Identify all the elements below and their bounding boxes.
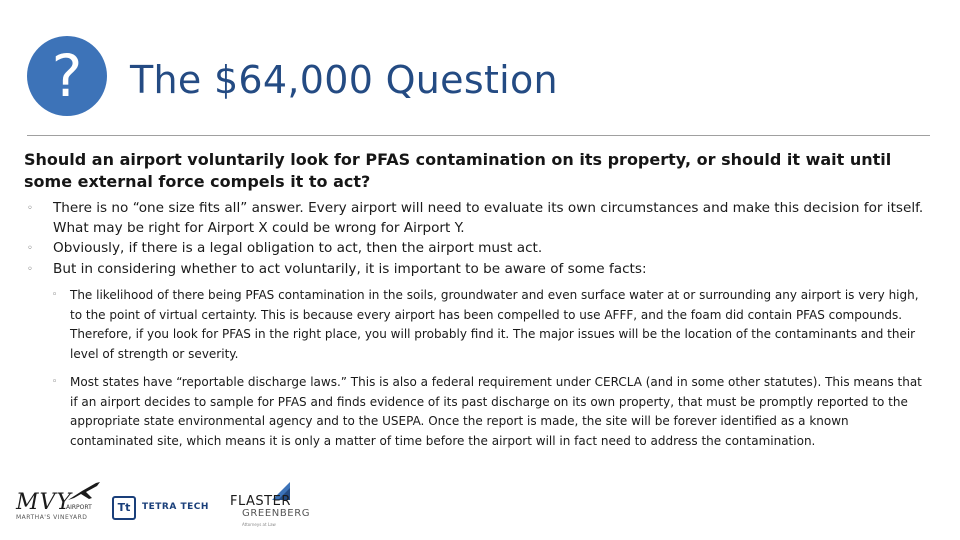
greenberg-wordmark: GREENBERG — [242, 508, 311, 519]
title-divider — [27, 135, 930, 136]
sub-bullet-text: The likelihood of there being PFAS contamination in the soils, groundwater and even surface water at or surrounding any airport is very high, to the point of virtual certainty. This is because every airport has been compelled to use AFFF, and the foam did contain PFAS compounds. Therefore, if you look for PFAS in the right place, you will probably find it. The major issues will be the location of the contaminants and their level of strength or severity. — [70, 288, 919, 361]
tetra-tech-mark — [112, 496, 136, 520]
slide-title: The $64,000 Question — [130, 58, 558, 102]
bullet-marker: ◦ — [52, 290, 58, 300]
bullet-item — [24, 199, 929, 238]
tetra-tech-mark-text: Tt — [117, 501, 131, 514]
bullet-text: But in considering whether to act voluntarily, it is important to be aware of some facts: — [53, 260, 647, 277]
tetra-tech-wordmark: TETRA TECH — [142, 502, 209, 512]
mvy-airport-label: AIRPORT — [66, 504, 92, 511]
sub-bullet-list — [52, 286, 928, 460]
bullet-marker: ◦ — [52, 377, 58, 387]
sub-bullet-item — [52, 373, 928, 451]
bullet-marker: ◦ — [27, 203, 33, 214]
bullet-item — [24, 260, 929, 280]
logo-strip — [16, 478, 316, 534]
flaster-greenberg-logo — [228, 478, 310, 534]
sub-bullet-item — [52, 286, 928, 364]
flaster-tagline: Attorneys at Law — [242, 522, 276, 527]
mvy-subtitle: MARTHA'S VINEYARD — [16, 514, 88, 521]
bullet-marker: ◦ — [27, 243, 33, 254]
tetra-tech-logo — [112, 496, 212, 522]
sub-bullet-text: Most states have “reportable discharge laws.” This is also a federal requirement under CERCLA (and in some other statutes). This means that if an airport decides to sample for PFAS and finds evidence of its past discharge on its own property, that must be promptly reported to the appropriate state environmental agency and to the USEPA. Once the report is made, the site will be forever identified as a known contaminated site, which means it is only a matter of time before the airport will in fact need to address the contamination. — [70, 375, 922, 448]
mvy-wordmark: MVY — [16, 490, 72, 515]
bullet-marker: ◦ — [27, 263, 33, 275]
lead-question: Should an airport voluntarily look for PFAS contamination on its property, or should it wait until some external force compels it to act? — [24, 150, 892, 191]
bullet-list — [24, 199, 929, 280]
bullet-text: Obviously, if there is a legal obligation to act, then the airport must act. — [53, 240, 543, 256]
question-circle-icon: ? — [27, 36, 107, 116]
bullet-text: There is no “one size fits all” answer. Every airport will need to evaluate its own circumstances and make this decision for itself. What may be right for Airport X could be wrong for Airport Y. — [53, 200, 924, 236]
mvy-airport-logo — [16, 478, 100, 524]
flaster-wordmark: FLASTER — [230, 494, 291, 509]
bullet-item — [24, 239, 929, 259]
